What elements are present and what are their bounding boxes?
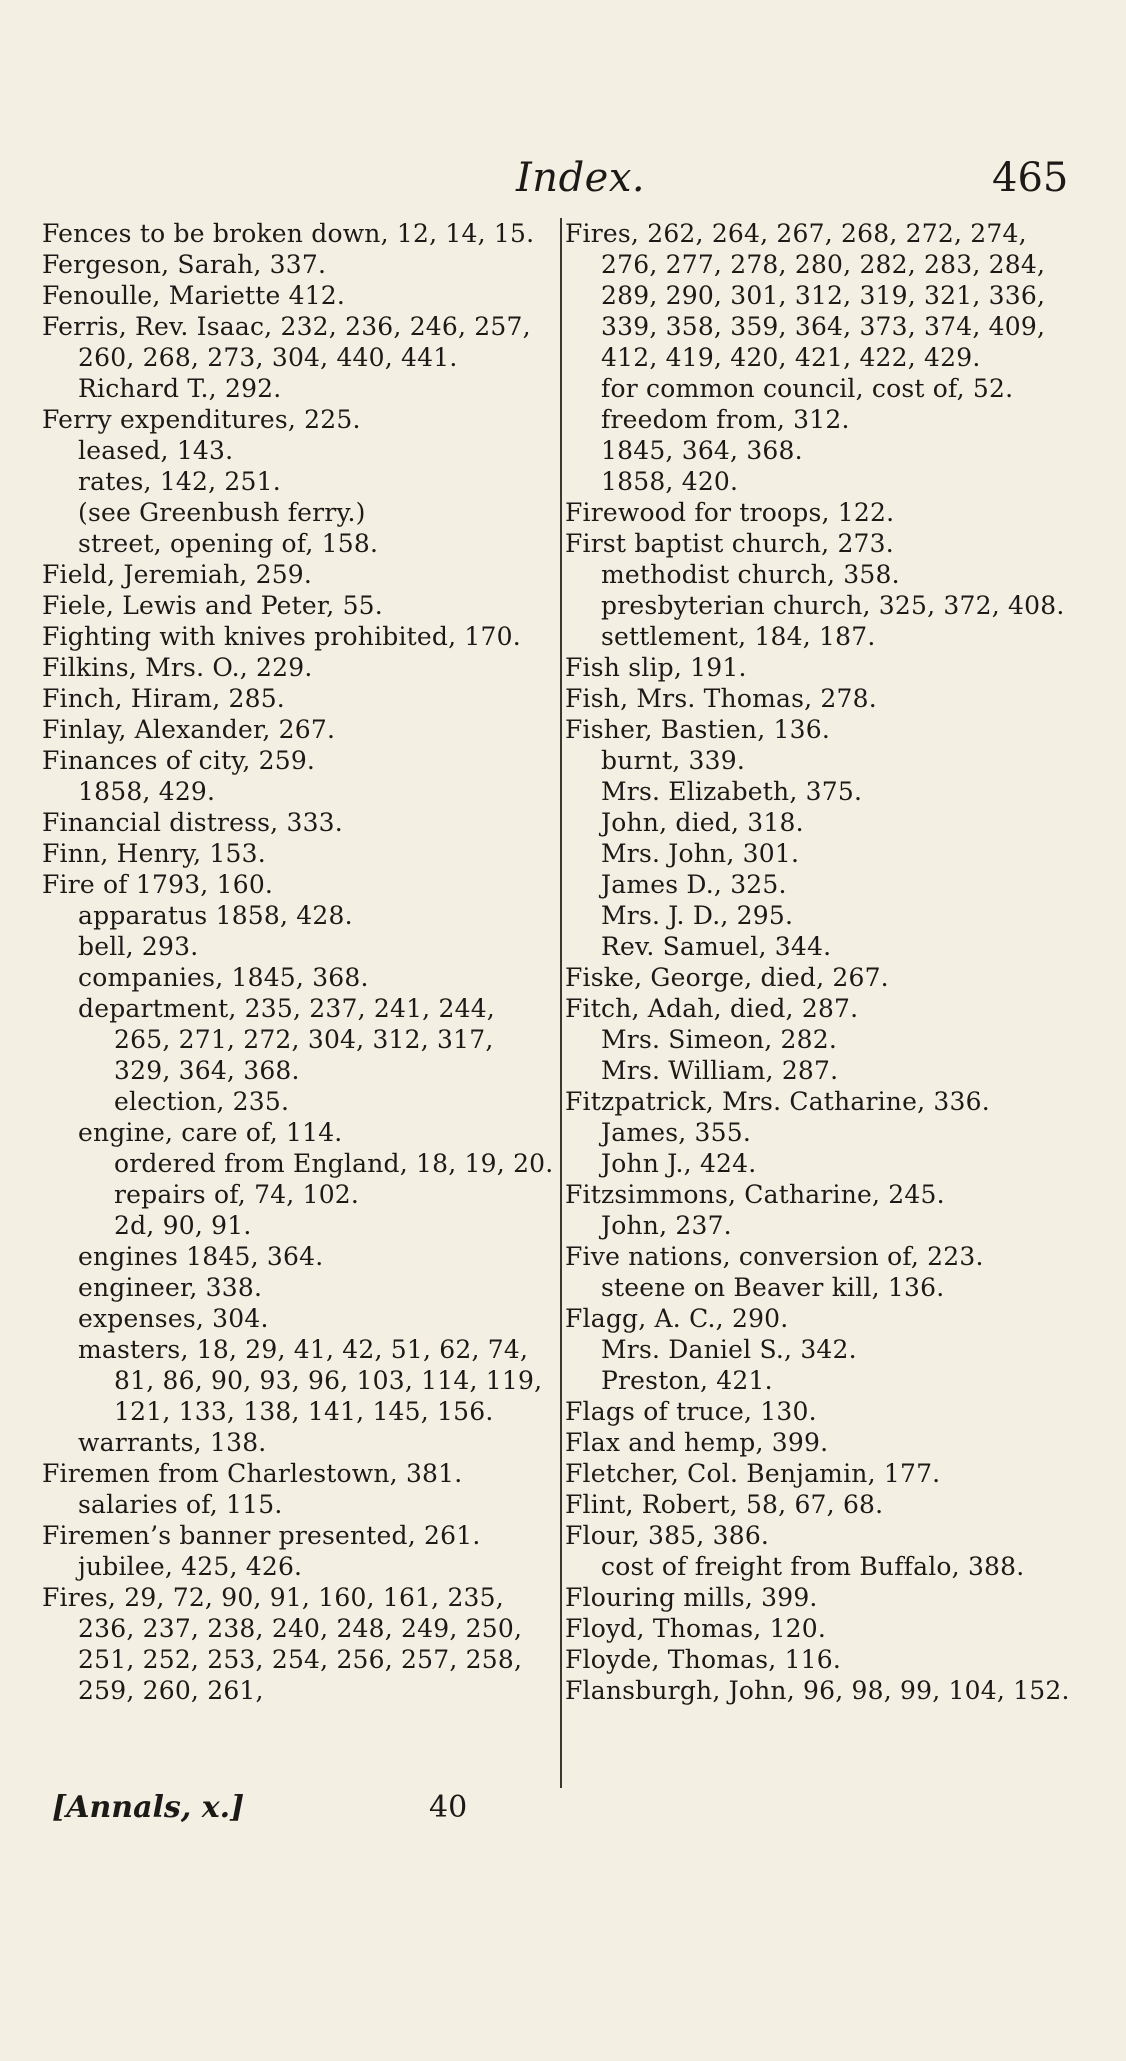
index-entry: Finlay, Alexander, 267. [42,715,336,744]
index-entry: Flouring mills, 399. [565,1583,818,1612]
index-entry: Richard T., 292. [78,374,282,403]
index-entry: Fish slip, 191. [565,653,747,682]
index-entry: Fiele, Lewis and Peter, 55. [42,591,383,620]
index-entry: Flint, Robert, 58, 67, 68. [565,1490,884,1519]
index-entry: department, 235, 237, 241, 244, 265, 271, 272, 304, 312, 317, 329, 364, 368. [78,994,495,1085]
index-entry: 2d, 90, 91. [114,1211,252,1240]
index-entry: bell, 293. [78,932,199,961]
index-entry: freedom from, 312. [601,405,850,434]
index-entry: Fire of 1793, 160. [42,870,274,899]
index-entry: Financial distress, 333. [42,808,343,837]
index-entry: Mrs. William, 287. [601,1056,839,1085]
index-entry: Mrs. John, 301. [601,839,800,868]
index-entry: Fenoulle, Mariette 412. [42,281,346,310]
page-header [0,155,1126,215]
index-entry: Flax and hemp, 399. [565,1428,829,1457]
index-entry: James D., 325. [601,870,787,899]
index-entry: Finn, Henry, 153. [42,839,266,868]
index-entry: methodist church, 358. [601,560,900,589]
index-entry: Fitzpatrick, Mrs. Catharine, 336. [565,1087,990,1116]
index-entry: Fires, 29, 72, 90, 91, 160, 161, 235, 236, 237, 238, 240, 248, 249, 250, 251, 252, 253, 254, 256, 257, 258, 259, 260, 261, [42,1583,523,1705]
index-entry: John J., 424. [601,1149,757,1178]
index-entry: steene on Beaver kill, 136. [601,1273,945,1302]
index-entry: Mrs. Simeon, 282. [601,1025,838,1054]
index-entry: presbyterian church, 325, 372, 408. [601,591,1065,620]
index-entry: jubilee, 425, 426. [78,1552,303,1581]
index-entry: masters, 18, 29, 41, 42, 51, 62, 74, 81, 86, 90, 93, 96, 103, 114, 119, 121, 133, 138, 141, 145, 156. [78,1335,543,1426]
index-entry: Fighting with knives prohibited, 170. [42,622,521,651]
index-entry: leased, 143. [78,436,234,465]
index-column-right [560,218,1077,1788]
index-entry: salaries of, 115. [78,1490,283,1519]
index-entry: Rev. Samuel, 344. [601,932,832,961]
index-entry: Ferris, Rev. Isaac, 232, 236, 246, 257, 260, 268, 273, 304, 440, 441. [42,312,531,372]
index-entry: Field, Jeremiah, 259. [42,560,313,589]
index-entry: Mrs. J. D., 295. [601,901,794,930]
index-entry: expenses, 304. [78,1304,269,1333]
index-entry: settlement, 184, 187. [601,622,876,651]
index-entry: Flansburgh, John, 96, 98, 99, 104, 152. [565,1676,1070,1705]
index-entry: for common council, cost of, 52. [601,374,1014,403]
index-entry: Fisher, Bastien, 136. [565,715,830,744]
page-number: 465 [992,155,1069,201]
index-entry: companies, 1845, 368. [78,963,369,992]
index-entry: engine, care of, 114. [78,1118,343,1147]
index-entry: Firemen’s banner presented, 261. [42,1521,481,1550]
index-entry: 1858, 420. [601,467,739,496]
index-entry: Finances of city, 259. [42,746,316,775]
index-entry: burnt, 339. [601,746,745,775]
index-entry: (see Greenbush ferry.) [78,498,366,527]
index-entry: Preston, 421. [601,1366,773,1395]
index-entry: Mrs. Elizabeth, 375. [601,777,863,806]
index-entry: engineer, 338. [78,1273,263,1302]
index-entry: repairs of, 74, 102. [114,1180,360,1209]
index-entry: Fitzsimmons, Catharine, 245. [565,1180,945,1209]
index-entry: Fletcher, Col. Benjamin, 177. [565,1459,941,1488]
index-entry: ordered from England, 18, 19, 20. [114,1149,554,1178]
index-entry: rates, 142, 251. [78,467,281,496]
index-entry: Five nations, conversion of, 223. [565,1242,984,1271]
index-entry: Mrs. Daniel S., 342. [601,1335,857,1364]
index-entry: Fish, Mrs. Thomas, 278. [565,684,877,713]
index-entry: street, opening of, 158. [78,529,379,558]
index-column-left [42,218,557,1706]
index-entry: John, died, 318. [601,808,804,837]
index-entry: warrants, 138. [78,1428,267,1457]
index-entry: Floyd, Thomas, 120. [565,1614,827,1643]
index-entry: cost of freight from Buffalo, 388. [601,1552,1025,1581]
index-entry: James, 355. [601,1118,752,1147]
index-entry: apparatus 1858, 428. [78,901,353,930]
index-entry: Filkins, Mrs. O., 229. [42,653,313,682]
index-entry: Floyde, Thomas, 116. [565,1645,842,1674]
index-entry: Fergeson, Sarah, 337. [42,250,327,279]
index-entry: Flour, 385, 386. [565,1521,770,1550]
index-entry: engines 1845, 364. [78,1242,324,1271]
signature-mark: [Annals, x.] [52,1790,245,1825]
index-entry: Fiske, George, died, 267. [565,963,889,992]
index-entry: Fences to be broken down, 12, 14, 15. [42,219,535,248]
index-entry: Flagg, A. C., 290. [565,1304,789,1333]
index-entry: Firemen from Charlestown, 381. [42,1459,463,1488]
index-entry: John, 237. [601,1211,732,1240]
index-entry: Finch, Hiram, 285. [42,684,285,713]
index-entry: 1845, 364, 368. [601,436,803,465]
index-entry: First baptist church, 273. [565,529,894,558]
index-entry: Firewood for troops, 122. [565,498,895,527]
index-entry: Fitch, Adah, died, 287. [565,994,859,1023]
running-title: Index. [516,155,646,201]
index-entry: Ferry expenditures, 225. [42,405,361,434]
index-entry: 1858, 429. [78,777,216,806]
index-entry: election, 235. [114,1087,290,1116]
index-entry: Fires, 262, 264, 267, 268, 272, 274, 276, 277, 278, 280, 282, 283, 284, 289, 290, 301, 312, 319, 321, 336, 339, 358, 359, 364, 373, 374, 409, 412, 419, 420, 421, 422, 429. [565,219,1046,372]
index-entry: Flags of truce, 130. [565,1397,817,1426]
sheet-number: 40 [429,1790,468,1825]
